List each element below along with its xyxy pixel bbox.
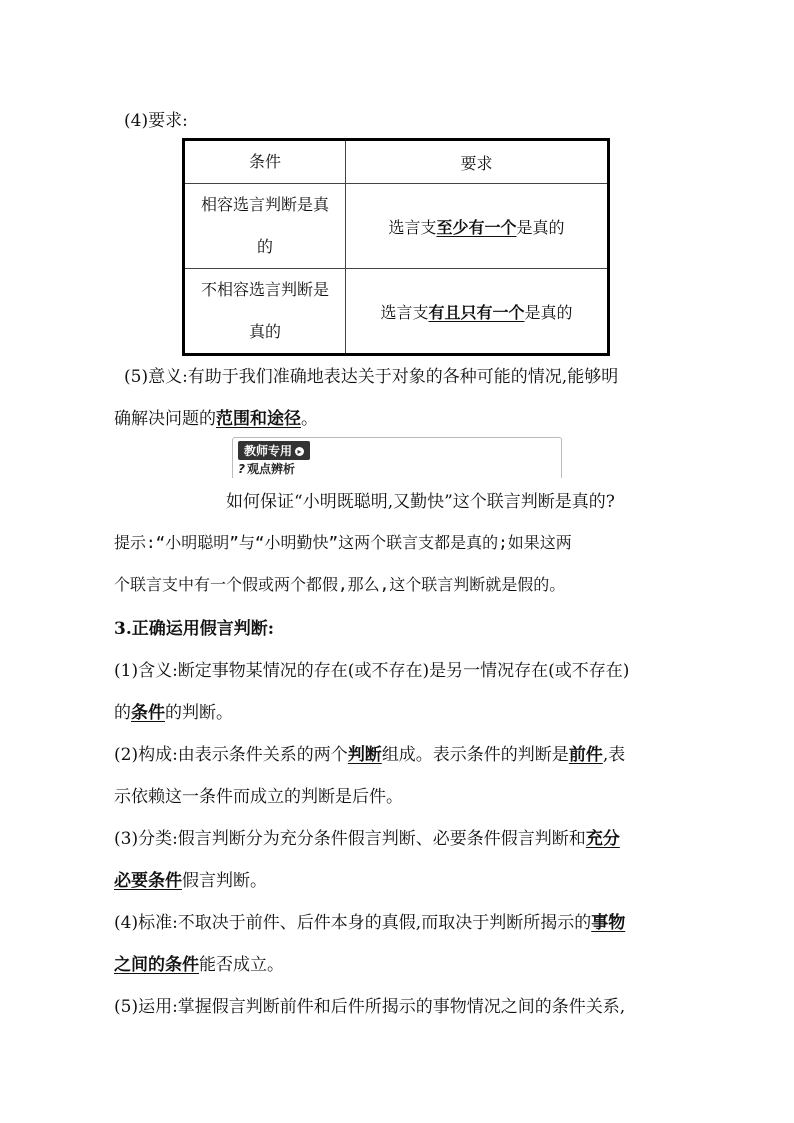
requirement-text: 是真的: [516, 217, 565, 237]
body-text: 组成。表示条件的判断是: [381, 745, 569, 765]
keyword: 必要条件: [114, 871, 182, 891]
table-cell-condition: [184, 269, 346, 355]
body-text: ,表: [602, 745, 626, 765]
criterion-line-2: [114, 950, 284, 975]
body-text: 假言判断。: [182, 871, 267, 891]
body-text: 的: [114, 703, 131, 723]
definition-line-2: [114, 698, 233, 723]
badge-label: 教师专用: [244, 444, 293, 458]
keyword: 前件: [568, 745, 603, 765]
meaning-text: 确解决问题的: [114, 409, 216, 429]
requirement-text: 选言支: [388, 217, 437, 237]
condition-line: 真的: [248, 322, 281, 341]
application-line-1: (5)运用:掌握假言判断前件和后件所揭示的事物情况之间的条件关系,: [114, 997, 626, 1017]
keyword: 判断: [347, 745, 382, 765]
classification-line-2: [114, 866, 267, 891]
question-mark-icon: ?: [238, 462, 245, 476]
requirements-table: [182, 138, 610, 356]
question-text: 如何保证“小明既聪明,又勤快”这个联言判断是真的?: [226, 492, 615, 512]
requirements-heading: (4)要求:: [124, 111, 188, 131]
structure-line-1: [114, 740, 625, 765]
classification-line-1: [114, 824, 620, 849]
teacher-only-badge: [238, 441, 310, 460]
table-header-requirement: 要求: [346, 140, 609, 184]
table-header-condition: 条件: [184, 140, 346, 184]
condition-line: 不相容选言判断是: [200, 280, 329, 299]
meaning-text: 。: [301, 409, 318, 429]
table-header-row: [184, 140, 609, 184]
section-3-title: 3.正确运用假言判断:: [114, 619, 275, 639]
condition-line: 的: [256, 237, 273, 256]
requirement-text: 是真的: [524, 302, 573, 322]
criterion-line-1: [114, 908, 625, 933]
structure-line-2: 示依赖这一条件而成立的判断是后件。: [114, 787, 403, 807]
definition-line-1: (1)含义:断定事物某情况的存在(或不存在)是另一情况存在(或不存在): [114, 661, 630, 681]
requirement-keyword: 有且只有一个: [428, 302, 525, 322]
table-cell-requirement: [346, 269, 609, 355]
body-text: (4)标准:不取决于前件、后件本身的真假,而取决于判断所揭示的: [114, 913, 592, 933]
keyword: 条件: [131, 703, 165, 723]
keyword: 事物: [591, 913, 626, 933]
keyword: 之间的条件: [114, 955, 199, 975]
meaning-line-2: [114, 404, 318, 429]
meaning-keyword: 范围和途径: [216, 409, 301, 429]
arrow-right-icon: ▸: [295, 447, 304, 456]
requirement-keyword: 至少有一个: [436, 217, 517, 237]
body-text: 的判断。: [165, 703, 233, 723]
condition-line: 相容选言判断是真: [200, 195, 329, 214]
meaning-line-1: (5)意义:有助于我们准确地表达关于对象的各种可能的情况,能够明: [124, 367, 619, 387]
hint-line-1: 提示:“小明聪明”与“小明勤快”这两个联言支都是真的;如果这两: [114, 533, 572, 552]
table-row: [184, 184, 609, 269]
table-cell-condition: [184, 184, 346, 269]
requirement-text: 选言支: [380, 302, 429, 322]
body-text: 能否成立。: [199, 955, 284, 975]
body-text: (2)构成:由表示条件关系的两个: [114, 745, 348, 765]
table-cell-requirement: [346, 184, 609, 269]
subheading-label: 观点辨析: [246, 462, 295, 476]
table-row: [184, 269, 609, 355]
body-text: (3)分类:假言判断分为充分条件假言判断、必要条件假言判断和: [114, 829, 586, 849]
viewpoint-analysis-heading: [238, 460, 295, 477]
keyword: 充分: [585, 829, 620, 849]
hint-line-2: 个联言支中有一个假或两个都假,那么,这个联言判断就是假的。: [114, 575, 566, 594]
